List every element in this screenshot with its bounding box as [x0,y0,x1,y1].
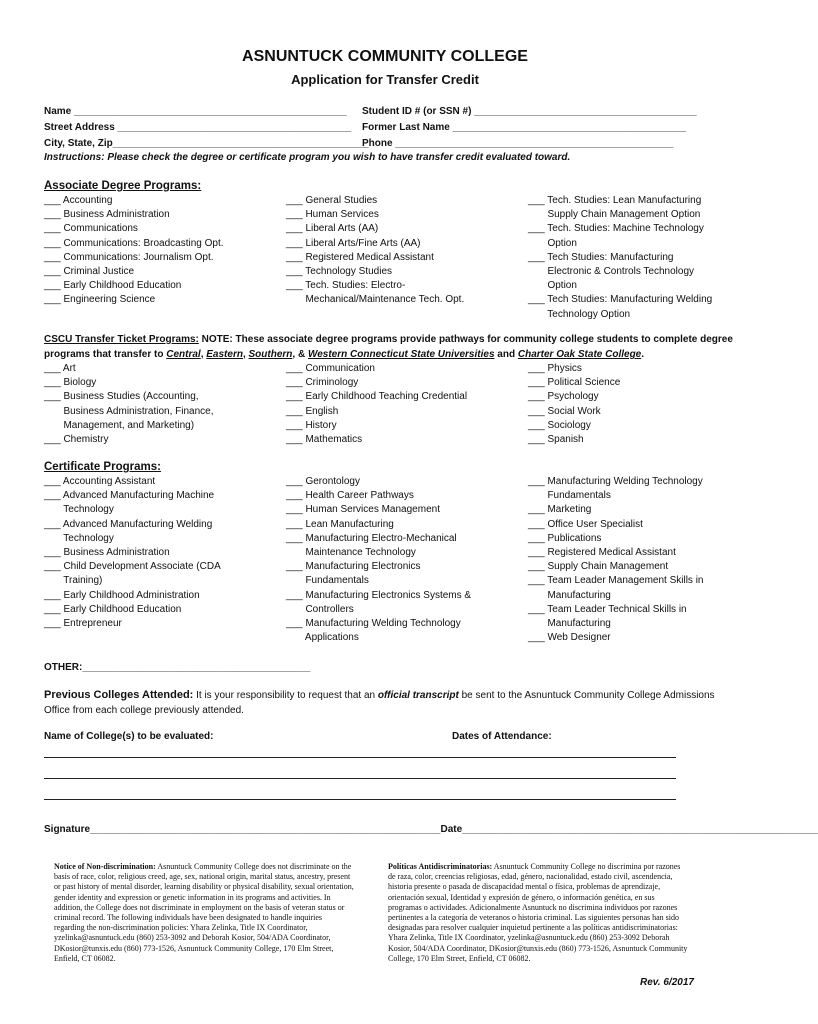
student-id-field[interactable]: Student ID # (or SSN #) ________________________________________ [362,106,697,117]
notice-en-body: Asnuntuck Community College does not discriminate on the basis of race, color, religious creed, age, sex, national origin, marital status, ancestry, present or past history of mental disorder, learning disability or physical disability, sexual orientation, gender identity and expression or genetic information in its programs and activities. In addition, the College does not discriminate in employment on the basis of veteran status or criminal record. The following individuals have been designated to handle inquiries regarding the non-discrimination policies: Yhara Zelinka, Title IX Coordinator, yzelinka@asnuntuck.edu (860) 253-3092 and Deborah Kosior, 504/ADA Coordinator, DKosior@tunxis.edu (860) 773-1526, Asnuntuck Community College, 170 Elm Street, Enfield, CT 06082. [54,862,354,963]
certificate-program-item[interactable]: ___ Advanced Manufacturing Welding [44,518,213,530]
separator: , & [292,349,308,360]
eastern-link: Eastern [206,349,243,360]
certificate-program-item[interactable]: Technology [44,504,114,516]
signature-field[interactable]: Signature_______________________________________________________________ [44,824,441,835]
southern-link: Southern [248,349,293,360]
associate-program-item[interactable]: ___ Engineering Science [44,294,156,306]
associate-program-item[interactable]: ___ Business Administration [44,209,170,221]
separator: . [641,349,645,360]
certificate-program-item[interactable]: ___ Manufacturing Electronics Systems & [286,589,472,601]
phone-field[interactable]: Phone __________________________________________________ [362,138,674,149]
notice-es-body: Asnuntuck Community College no discrimina por razones de raza, color, creencias religiosas, edad, género, nacionalidad, estado civil, ascendencia, historia presente o pasada de discapacidad mental o física, problemas de aprendizaje, orientación sexual, Identidad y expresión de género, o información genética, en sus programas o actividades. Adicionalmente Asnuntuck no discrimina individuos por razones pertinentes a la categoría de veteranos o historia criminal. Las siguientes personas han sido designadas para resolver cualquier inquietud pertinente a las políticas antidiscriminatorias: Yhara Zelinka, Title IX Coordinator, yzelinka@asnuntuck.edu (860) 253-3092 Deborah Kosior, 504/ADA Coordinator, DKosior@tunxis.edu (860) 773-1526, Asnuntuck Community College, 170 Elm Street, Enfield, CT 06082. [388,862,688,963]
certificate-program-item[interactable]: Maintenance Technology [286,547,416,559]
associate-program-item[interactable]: Supply Chain Management Option [528,209,701,221]
associate-program-item[interactable]: ___ Tech Studies: Manufacturing Welding [528,294,713,306]
certificate-program-item[interactable]: ___ Entrepreneur [44,618,122,630]
associate-heading: Associate Degree Programs: [44,180,202,192]
separator: , [200,349,207,360]
cscu-program-item[interactable]: ___ Physics [528,363,582,374]
associate-column-1 [44,194,224,308]
cscu-column-2 [286,362,467,447]
associate-program-item[interactable]: ___ Criminal Justice [44,266,135,278]
certificate-heading: Certificate Programs: [44,461,161,473]
certificate-program-item[interactable]: ___ Accounting Assistant [44,476,156,487]
revision-date: Rev. 6/2017 [640,977,694,988]
other-program-field[interactable]: OTHER:_________________________________________ [44,662,311,673]
notice-en-heading: Notice of Non-discrimination: [54,862,156,871]
certificate-program-item[interactable]: ___ Human Services Management [286,504,440,516]
college-entry-line-3[interactable] [44,799,676,800]
charter-oak-link: Charter Oak State College [517,349,642,360]
certificate-program-item[interactable]: ___ Supply Chain Management [528,561,669,573]
college-entry-line-1[interactable] [44,757,676,758]
previous-text-1: It is your responsibility to request that an [193,690,378,701]
certificate-program-item[interactable]: Technology [44,532,114,544]
certificate-program-item[interactable]: ___ Manufacturing Electronics [286,561,421,573]
certificate-program-item[interactable]: ___ Health Career Pathways [286,490,414,502]
date-field[interactable]: Date________________________________________________________________ [440,824,818,835]
associate-program-item[interactable]: Technology Option [528,308,631,320]
cscu-column-1 [44,362,214,447]
certificate-program-item[interactable]: ___ Manufacturing Electro-Mechanical [286,532,457,544]
dates-attendance-label: Dates of Attendance: [452,731,552,742]
associate-program-item[interactable]: ___ Communications [44,223,138,235]
cscu-program-item[interactable]: ___ Political Science [528,377,621,389]
central-link: Central [166,349,201,360]
college-title: ASNUNTUCK COMMUNITY COLLEGE [242,48,528,65]
associate-program-item[interactable]: ___ Liberal Arts/Fine Arts (AA) [286,237,421,249]
certificate-program-item[interactable]: ___ Marketing [528,504,592,516]
cscu-program-item[interactable]: ___ Chemistry [44,434,109,446]
separator: , [242,349,249,360]
certificate-program-item[interactable]: Manufacturing [528,589,611,601]
associate-program-item[interactable]: ___ Liberal Arts (AA) [286,223,379,235]
cscu-program-item[interactable]: ___ Biology [44,377,97,389]
cscu-heading: CSCU Transfer Ticket Programs: [44,334,199,345]
instructions: Instructions: Please check the degree or certificate program you wish to have transfer credit evaluated toward. [44,152,571,163]
notice-es-heading: Políticas Antidiscriminatorias: [388,862,493,871]
associate-program-item[interactable]: ___ Registered Medical Assistant [286,251,434,263]
certificate-program-item[interactable]: ___ Team Leader Management Skills in [528,575,704,587]
street-address-field[interactable]: Street Address __________________________________________ [44,122,352,133]
certificate-program-item[interactable]: ___ Publications [528,532,602,544]
notice-non-discrimination-spanish [388,862,688,964]
associate-program-item[interactable]: ___ Tech Studies: Manufacturing [528,251,674,263]
certificate-program-item[interactable]: Manufacturing [528,618,611,630]
cscu-column-3 [528,362,620,447]
certificate-program-item[interactable]: ___ Manufacturing Welding Technology [528,476,703,487]
certificate-column-2 [286,475,471,645]
cscu-program-item[interactable]: ___ Art [44,363,76,374]
separator: and [494,349,518,360]
certificate-program-item[interactable]: Fundamentals [286,575,369,587]
signature-line [44,824,818,835]
associate-program-item[interactable]: Option [528,280,577,292]
name-field[interactable]: Name _________________________________________________ [44,106,347,117]
associate-program-item[interactable]: ___ Tech. Studies: Electro- [286,280,406,292]
college-entry-line-2[interactable] [44,778,676,779]
certificate-program-item[interactable]: ___ Business Administration [44,547,170,559]
associate-program-item[interactable]: ___ Tech. Studies: Lean Manufacturing [528,195,702,206]
certificate-column-3 [528,475,703,645]
cscu-program-item[interactable]: ___ History [286,419,337,431]
cscu-program-item[interactable]: ___ Sociology [528,419,591,431]
certificate-program-item[interactable]: ___ Advanced Manufacturing Machine [44,490,215,502]
cscu-program-item[interactable]: ___ Psychology [528,391,599,403]
certificate-program-item[interactable]: Applications [286,632,359,644]
cscu-program-item[interactable]: ___ Early Childhood Teaching Credential [286,391,468,403]
cscu-program-item[interactable]: ___ Communication [286,363,375,374]
certificate-program-item[interactable]: Controllers [286,603,354,615]
associate-program-item[interactable]: Electronic & Controls Technology [528,266,695,278]
certificate-column-1 [44,475,221,631]
cscu-note: NOTE: These associate degree programs provide pathways for community college students to complete degree programs that transfer to [44,334,733,360]
previous-text-2: be sent to the Asnuntuck Community College Admissions Office from each college previously attended. [44,690,715,716]
cscu-section-intro [44,332,734,362]
associate-program-item[interactable]: ___ Technology Studies [286,266,393,278]
form-subtitle: Application for Transfer Credit [291,72,479,87]
associate-program-item[interactable]: ___ Accounting [44,195,113,206]
certificate-program-item[interactable]: Fundamentals [528,490,611,502]
cscu-program-item[interactable]: Management, and Marketing) [44,419,195,431]
cscu-program-item[interactable]: ___ English [286,405,339,417]
certificate-program-item[interactable]: ___ Lean Manufacturing [286,518,394,530]
college-name-label: Name of College(s) to be evaluated: [44,731,214,742]
associate-program-item[interactable]: ___ Early Childhood Education [44,280,182,292]
associate-column-3 [528,194,712,322]
associate-program-item[interactable]: ___ Communications: Journalism Opt. [44,251,214,263]
certificate-program-item[interactable]: ___ Gerontology [286,476,360,487]
city-state-zip-field[interactable]: City, State, Zip______________________________________________ [44,138,369,149]
cscu-program-item[interactable]: ___ Criminology [286,377,359,389]
former-last-name-field[interactable]: Former Last Name __________________________________________ [362,122,687,133]
associate-program-item[interactable]: ___ General Studies [286,195,378,206]
associate-program-item[interactable]: Option [528,237,577,249]
associate-program-item[interactable]: ___ Tech. Studies: Machine Technology [528,223,704,235]
associate-program-item[interactable]: Mechanical/Maintenance Tech. Opt. [286,294,465,306]
cscu-program-item[interactable]: ___ Social Work [528,405,601,417]
cscu-program-item[interactable]: ___ Mathematics [286,434,363,446]
previous-colleges-section [44,688,724,718]
certificate-program-item[interactable]: ___ Registered Medical Assistant [528,547,676,559]
certificate-program-item[interactable]: ___ Office User Specialist [528,518,643,530]
notice-non-discrimination-english [54,862,354,964]
certificate-program-item[interactable]: ___ Web Designer [528,632,611,644]
certificate-program-item[interactable]: ___ Child Development Associate (CDA [44,561,221,573]
certificate-program-item[interactable]: ___ Manufacturing Welding Technology [286,618,461,630]
associate-program-item[interactable]: ___ Communications: Broadcasting Opt. [44,237,224,249]
certificate-program-item[interactable]: ___ Early Childhood Education [44,603,182,615]
associate-column-2 [286,194,464,308]
associate-program-item[interactable]: ___ Human Services [286,209,379,221]
certificate-program-item[interactable]: ___ Team Leader Technical Skills in [528,603,687,615]
western-link: Western Connecticut State Universities [307,349,495,360]
cscu-program-item[interactable]: ___ Business Studies (Accounting, [44,391,199,403]
certificate-program-item[interactable]: ___ Early Childhood Administration [44,589,200,601]
cscu-program-item[interactable]: Business Administration, Finance, [44,405,214,417]
previous-colleges-heading: Previous Colleges Attended: [44,689,194,701]
official-transcript-text: official transcript [377,690,459,701]
cscu-program-item[interactable]: ___ Spanish [528,434,584,446]
certificate-program-item[interactable]: Training) [44,575,103,587]
